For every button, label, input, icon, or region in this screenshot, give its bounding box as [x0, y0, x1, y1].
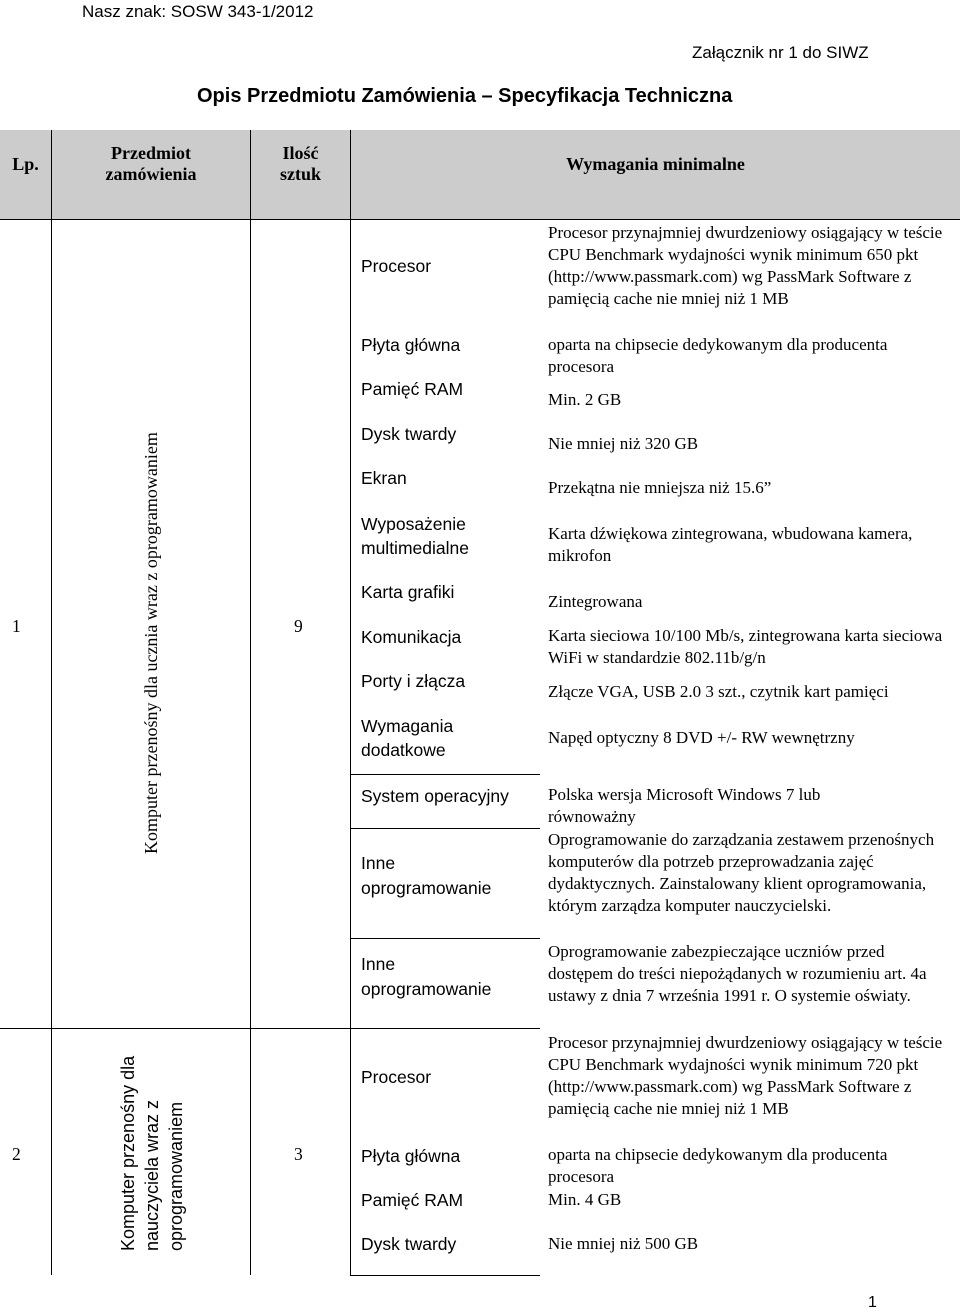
table-border [350, 938, 540, 939]
row-1-quantity: 9 [294, 616, 303, 636]
spec-value: Złącze VGA, USB 2.0 3 szt., czytnik kart pamięci [548, 682, 889, 701]
spec-name: Procesor [361, 1067, 432, 1087]
spec-value: Nie mniej niż 500 GB [548, 1234, 699, 1253]
column-header-item-line2: zamówienia [105, 164, 197, 184]
spec-value: Nie mniej niż 320 GB [548, 434, 699, 453]
spec-name: Wyposażenie multimedialne [361, 514, 469, 558]
cell-gap [54, 222, 247, 330]
column-header-qty-line2: sztuk [279, 164, 321, 184]
table-border [350, 1028, 540, 1029]
table-border [350, 1275, 540, 1276]
spec-value: Polska wersja Microsoft Windows 7 lub równoważny [548, 785, 821, 826]
spec-value: Oprogramowanie do zarządzania zestawem przenośnych komputerów dla potrzeb przeprowadzania zajęć dydaktycznych. Zainstalowany klient oprogramowania, którym zarządza komputer nauczycielski. [548, 830, 935, 915]
row-2-item-line2: nauczyciela wraz z [142, 1099, 162, 1251]
row-2-item-line1: Komputer przenośny dla [118, 1055, 138, 1251]
column-header-item [52, 143, 250, 185]
spec-name: Dysk twardy [361, 1234, 457, 1254]
spec-value: Procesor przynajmniej dwurdzeniowy osiągający w teście CPU Benchmark wydajności wynik minimum 650 pkt (http://www.passmark.com) wg PassMark Software z pamięcią cache nie mniej niż 1 MB [548, 223, 943, 308]
row-1-lp: 1 [12, 616, 21, 636]
spec-value: oparta na chipsecie dedykowanym dla producenta procesora [548, 335, 888, 376]
cell-gap [254, 222, 347, 330]
page-number: 1 [868, 1294, 877, 1311]
spec-name: Płyta główna [361, 335, 461, 355]
row-2-quantity: 3 [294, 1144, 303, 1164]
spec-name: Inne oprogramowanie [361, 954, 492, 999]
spec-name: Porty i złącza [361, 671, 466, 691]
spec-value: Przekątna nie mniejsza niż 15.6” [548, 478, 772, 497]
spec-value: Oprogramowanie zabezpieczające uczniów przed dostępem do treści niepożądanych w rozumieniu art. 4a ustawy z dnia 7 września 1991 r. O systemie oświaty. [548, 942, 927, 1005]
spec-name: Płyta główna [361, 1146, 461, 1166]
spec-name: Ekran [361, 468, 407, 488]
spec-name: Pamięć RAM [361, 379, 464, 399]
row-1-item-name: Komputer przenośny dla ucznia wraz z oprogramowaniem [141, 432, 161, 854]
annex-label: Załącznik nr 1 do SIWZ [692, 43, 869, 62]
spec-name: Karta grafiki [361, 582, 455, 602]
spec-value: Napęd optyczny 8 DVD +/- RW wewnętrzny [548, 728, 855, 747]
spec-value: Zintegrowana [548, 592, 643, 611]
spec-name: Wymagania dodatkowe [361, 716, 454, 760]
spec-name: Pamięć RAM [361, 1190, 464, 1210]
spec-value: Karta sieciowa 10/100 Mb/s, zintegrowana karta sieciowa WiFi w standardzie 802.11b/g/n [548, 626, 943, 667]
row-2-item-line3: oprogramowaniem [166, 1101, 186, 1251]
row-2-lp: 2 [12, 1144, 21, 1164]
column-header-lp: Lp. [12, 154, 39, 174]
spec-name: Inne oprogramowanie [361, 853, 492, 898]
document-reference: Nasz znak: SOSW 343-1/2012 [82, 2, 314, 21]
column-header-requirements: Wymagania minimalne [566, 154, 745, 174]
table-border [350, 1030, 351, 1275]
column-header-qty-line1: Ilość [282, 143, 319, 163]
table-border [350, 774, 540, 775]
spec-value: Karta dźwiękowa zintegrowana, wbudowana kamera, mikrofon [548, 524, 913, 565]
table-border [0, 219, 960, 220]
spec-name: Procesor [361, 256, 432, 276]
column-header-item-line1: Przedmiot [111, 143, 191, 163]
spec-value: oparta na chipsecie dedykowanym dla producenta procesora [548, 1145, 888, 1186]
spec-value: Min. 2 GB [548, 390, 622, 409]
spec-name: System operacyjny [361, 786, 509, 806]
spec-name: Dysk twardy [361, 424, 457, 444]
spec-name: Komunikacja [361, 627, 462, 647]
table-border [250, 130, 251, 1275]
column-header-qty [251, 143, 350, 185]
spec-value: Min. 4 GB [548, 1190, 622, 1209]
row-2-item-name [116, 1056, 188, 1251]
page-title: Opis Przedmiotu Zamówienia – Specyfikacja Techniczna [197, 85, 733, 107]
table-border [51, 130, 52, 1275]
table-border [0, 1028, 350, 1029]
table-border [350, 828, 540, 829]
spec-value: Procesor przynajmniej dwurdzeniowy osiągający w teście CPU Benchmark wydajności wynik minimum 720 pkt (http://www.passmark.com) wg PassMark Software z pamięcią cache nie mniej niż 1 MB [548, 1033, 943, 1118]
